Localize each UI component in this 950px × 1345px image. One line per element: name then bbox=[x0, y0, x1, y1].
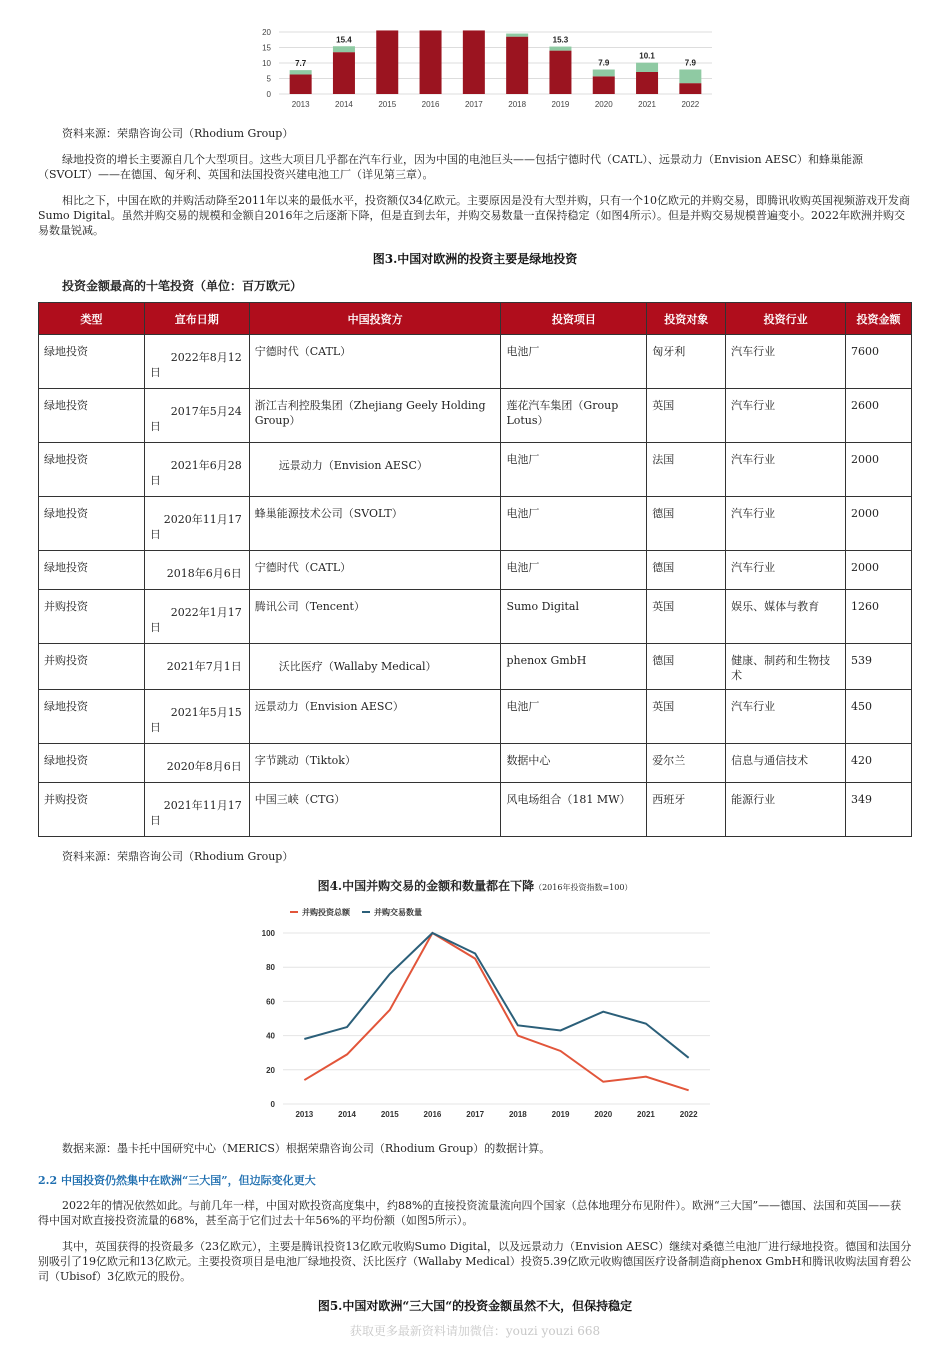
header-country: 投资对象 bbox=[647, 303, 726, 335]
paragraph-2: 相比之下，中国在欧的并购活动降至2011年以来的最低水平，投资额仅34亿欧元。主要原因是没有大型并购，只有一个10亿欧元的并购交易，即腾讯收购英国视频游戏开发商Sumo Digital。虽然并购交易的规模和金额自2016年之后逐渐下降，但是直到去年，并购交易数量一直保持稳定（如图4所示）。但是并购交易规模普遍变小。2022年欧洲并购交易数量锐减。 bbox=[38, 194, 910, 237]
cell-country: 西班牙 bbox=[647, 783, 726, 837]
bar-ma bbox=[290, 70, 312, 74]
bar-value-label: 15.4 bbox=[336, 35, 352, 45]
x-tick-label: 2020 bbox=[594, 1110, 613, 1119]
cell-date: 2021年6月28 日 bbox=[144, 443, 249, 497]
cell-investor: 浙江吉利控股集团（Zhejiang Geely Holding Group） bbox=[249, 389, 501, 443]
paragraph-4: 其中，英国获得的投资最多（23亿欧元），主要是腾讯投资13亿欧元收购Sumo Digital，以及远景动力（Envision AESC）继续对桑德兰电池厂进行绿地投资。德国和法国分别吸引了19亿欧元和13亿欧元。主要投资项目是电池厂绿地投资、沃比医疗（Wallaby Medical）投资5.39亿欧元收购德国医疗设备制造商phenox GmbH和腾讯收购法国育碧公司（Ubisof）3亿欧元的股份。 bbox=[38, 1240, 912, 1283]
cell-amount: 2000 bbox=[846, 443, 912, 497]
header-date: 宣布日期 bbox=[144, 303, 249, 335]
y-tick-label: 20 bbox=[266, 1065, 275, 1075]
cell-amount: 539 bbox=[846, 644, 912, 690]
header-project: 投资项目 bbox=[501, 303, 647, 335]
bar-ma bbox=[506, 34, 528, 37]
header-amount: 投资金额 bbox=[846, 303, 912, 335]
x-tick-label: 2018 bbox=[508, 1110, 527, 1119]
x-tick-label: 2022 bbox=[681, 100, 700, 109]
cell-project: 电池厂 bbox=[501, 690, 647, 744]
x-tick-label: 2021 bbox=[638, 100, 656, 109]
y-tick-label: 15 bbox=[262, 43, 271, 53]
investment-table bbox=[38, 302, 912, 837]
cell-date: 2018年6月6日 bbox=[144, 551, 249, 590]
cell-amount: 7600 bbox=[846, 335, 912, 389]
cell-project: 数据中心 bbox=[501, 744, 647, 783]
cell-date: 2020年8月6日 bbox=[144, 744, 249, 783]
x-tick-label: 2015 bbox=[378, 100, 397, 109]
cell-amount: 2000 bbox=[846, 551, 912, 590]
cell-industry: 能源行业 bbox=[726, 783, 846, 837]
source-note-2: 资料来源：荣鼎咨询公司（Rhodium Group） bbox=[62, 850, 294, 863]
bar-ma bbox=[549, 47, 571, 51]
legend-label: 并购投资总额 bbox=[302, 908, 350, 917]
source-note-1: 资料来源：荣鼎咨询公司（Rhodium Group） bbox=[62, 127, 294, 140]
cell-country: 英国 bbox=[647, 389, 726, 443]
bar-chart bbox=[250, 22, 720, 112]
cell-investor: 蜂巢能源技术公司（SVOLT） bbox=[249, 497, 501, 551]
table-row bbox=[39, 644, 912, 690]
y-tick-label: 60 bbox=[266, 997, 275, 1007]
footer-watermark: 获取更多最新资料请加微信：youzi youzi 668 bbox=[349, 1324, 601, 1338]
table-row bbox=[39, 590, 912, 644]
cell-type: 并购投资 bbox=[39, 590, 145, 644]
cell-country: 爱尔兰 bbox=[647, 744, 726, 783]
cell-industry: 信息与通信技术 bbox=[726, 744, 846, 783]
table-header-row bbox=[39, 303, 912, 335]
cell-industry: 娱乐、媒体与教育 bbox=[726, 590, 846, 644]
cell-project: 莲花汽车集团（Group Lotus） bbox=[501, 389, 647, 443]
section-heading: 2.2 中国投资仍然集中在欧洲“三大国”，但边际变化更大 bbox=[38, 1174, 316, 1187]
figure5-title: 图5.中国对欧洲“三大国“的投资金额虽然不大，但保持稳定 bbox=[317, 1299, 633, 1313]
bar-ma bbox=[593, 70, 615, 77]
cell-type: 并购投资 bbox=[39, 783, 145, 837]
cell-project: 电池厂 bbox=[501, 551, 647, 590]
x-tick-label: 2014 bbox=[338, 1110, 356, 1119]
legend-label: 并购交易数量 bbox=[374, 908, 422, 917]
cell-industry: 汽车行业 bbox=[726, 551, 846, 590]
figure4-title: 图4.中国并购交易的金额和数量都在下降 bbox=[317, 879, 535, 893]
cell-date: 2021年11月17 日 bbox=[144, 783, 249, 837]
cell-country: 英国 bbox=[647, 690, 726, 744]
y-tick-label: 0 bbox=[270, 1100, 275, 1109]
paragraph-3: 2022年的情况依然如此。与前几年一样，中国对欧投资高度集中，约88%的直接投资流量流向四个国家（总体地理分布见附件）。欧洲“三大国”——德国、法国和英国——获得中国对欧直接投资流量的68%，甚至高于它们过去十年56%的平均份额（如图5所示）。 bbox=[38, 1199, 902, 1227]
cell-project: 电池厂 bbox=[501, 335, 647, 389]
x-tick-label: 2020 bbox=[594, 100, 613, 109]
cell-amount: 2000 bbox=[846, 497, 912, 551]
cell-type: 绿地投资 bbox=[39, 744, 145, 783]
header-type: 类型 bbox=[39, 303, 145, 335]
y-tick-label: 20 bbox=[262, 28, 271, 37]
bar-value-label: 7.9 bbox=[684, 58, 696, 68]
paragraph-1: 绿地投资的增长主要源自几个大型项目。这些大项目几乎都在汽车行业，因为中国的电池巨头——包括宁德时代（CATL）、远景动力（Envision AESC）和蜂巢能源（SVOLT）——在德国、匈牙利、英国和法国投资兴建电池工厂（详见第三章）。 bbox=[38, 153, 864, 181]
bar-greenfield bbox=[679, 83, 701, 94]
cell-type: 绿地投资 bbox=[39, 389, 145, 443]
cell-investor: 宁德时代（CATL） bbox=[249, 551, 501, 590]
cell-date: 2022年1月17 日 bbox=[144, 590, 249, 644]
x-tick-label: 2018 bbox=[508, 100, 527, 109]
cell-date: 2022年8月12 日 bbox=[144, 335, 249, 389]
table-row bbox=[39, 497, 912, 551]
bar-greenfield bbox=[420, 30, 442, 94]
x-tick-label: 2016 bbox=[423, 1110, 442, 1119]
figure3-title: 图3.中国对欧洲的投资主要是绿地投资 bbox=[372, 252, 578, 266]
table-row bbox=[39, 551, 912, 590]
cell-type: 绿地投资 bbox=[39, 443, 145, 497]
cell-project: Sumo Digital bbox=[501, 590, 647, 644]
bar-greenfield bbox=[636, 72, 658, 94]
y-tick-label: 0 bbox=[266, 90, 271, 99]
cell-project: 电池厂 bbox=[501, 443, 647, 497]
cell-country: 英国 bbox=[647, 590, 726, 644]
cell-country: 德国 bbox=[647, 497, 726, 551]
bar-greenfield bbox=[376, 30, 398, 94]
bar-greenfield bbox=[593, 76, 615, 94]
cell-date: 2021年5月15 日 bbox=[144, 690, 249, 744]
table-row bbox=[39, 690, 912, 744]
figure4-caption bbox=[0, 875, 950, 894]
cell-country: 法国 bbox=[647, 443, 726, 497]
bar-greenfield bbox=[463, 30, 485, 94]
y-tick-label: 10 bbox=[262, 59, 271, 68]
x-tick-label: 2015 bbox=[380, 1110, 399, 1119]
cell-country: 德国 bbox=[647, 551, 726, 590]
cell-investor: 宁德时代（CATL） bbox=[249, 335, 501, 389]
bar-greenfield bbox=[549, 51, 571, 94]
series-line-ma-value bbox=[304, 933, 688, 1090]
table-row bbox=[39, 389, 912, 443]
cell-type: 并购投资 bbox=[39, 644, 145, 690]
bar-value-label: 7.7 bbox=[295, 59, 307, 69]
bar-value-label: 10.1 bbox=[639, 51, 655, 61]
cell-industry: 汽车行业 bbox=[726, 690, 846, 744]
cell-investor: 远景动力（Envision AESC） bbox=[249, 690, 501, 744]
table-row bbox=[39, 783, 912, 837]
x-tick-label: 2019 bbox=[551, 100, 570, 109]
x-tick-label: 2014 bbox=[335, 100, 353, 109]
cell-investor: 中国三峡（CTG） bbox=[249, 783, 501, 837]
x-tick-label: 2021 bbox=[637, 1110, 655, 1119]
table-title: 投资金额最高的十笔投资（单位：百万欧元） bbox=[62, 279, 303, 293]
bar-ma bbox=[679, 70, 701, 84]
cell-investor: 腾讯公司（Tencent） bbox=[249, 590, 501, 644]
cell-amount: 1260 bbox=[846, 590, 912, 644]
cell-amount: 349 bbox=[846, 783, 912, 837]
cell-date: 2021年7月1日 bbox=[144, 644, 249, 690]
cell-amount: 450 bbox=[846, 690, 912, 744]
cell-industry: 健康、制药和生物技术 bbox=[726, 644, 846, 690]
cell-type: 绿地投资 bbox=[39, 497, 145, 551]
cell-project: 风电场组合（181 MW） bbox=[501, 783, 647, 837]
y-tick-label: 5 bbox=[266, 74, 271, 84]
table-row bbox=[39, 335, 912, 389]
header-industry: 投资行业 bbox=[726, 303, 846, 335]
line-chart bbox=[250, 898, 720, 1128]
bar-greenfield bbox=[506, 37, 528, 94]
x-tick-label: 2013 bbox=[295, 1110, 314, 1119]
cell-industry: 汽车行业 bbox=[726, 389, 846, 443]
figure4-subtitle: （2016年投资指数=100） bbox=[534, 883, 633, 892]
y-tick-label: 40 bbox=[266, 1031, 275, 1041]
cell-project: phenox GmbH bbox=[501, 644, 647, 690]
x-tick-label: 2016 bbox=[421, 100, 440, 109]
bar-ma bbox=[636, 63, 658, 72]
header-investor: 中国投资方 bbox=[249, 303, 501, 335]
cell-project: 电池厂 bbox=[501, 497, 647, 551]
cell-date: 2020年11月17 日 bbox=[144, 497, 249, 551]
x-tick-label: 2017 bbox=[464, 100, 483, 109]
cell-investor: 沃比医疗（Wallaby Medical） bbox=[249, 644, 501, 690]
bar-value-label: 15.3 bbox=[552, 35, 569, 45]
cell-country: 德国 bbox=[647, 644, 726, 690]
cell-industry: 汽车行业 bbox=[726, 497, 846, 551]
bar-value-label: 7.9 bbox=[598, 58, 610, 68]
x-tick-label: 2019 bbox=[551, 1110, 570, 1119]
bar-greenfield bbox=[333, 52, 355, 94]
x-tick-label: 2017 bbox=[466, 1110, 485, 1119]
cell-type: 绿地投资 bbox=[39, 335, 145, 389]
table-row bbox=[39, 443, 912, 497]
cell-investor: 远景动力（Envision AESC） bbox=[249, 443, 501, 497]
cell-investor: 字节跳动（Tiktok） bbox=[249, 744, 501, 783]
cell-industry: 汽车行业 bbox=[726, 443, 846, 497]
source-note-3: 数据来源：墨卡托中国研究中心（MERICS）根据荣鼎咨询公司（Rhodium Group）的数据计算。 bbox=[62, 1142, 551, 1155]
cell-amount: 2600 bbox=[846, 389, 912, 443]
x-tick-label: 2013 bbox=[291, 100, 310, 109]
cell-industry: 汽车行业 bbox=[726, 335, 846, 389]
cell-type: 绿地投资 bbox=[39, 690, 145, 744]
bar-ma bbox=[333, 46, 355, 52]
x-tick-label: 2022 bbox=[679, 1110, 698, 1119]
table-row bbox=[39, 744, 912, 783]
bar-greenfield bbox=[290, 74, 312, 94]
y-tick-label: 100 bbox=[261, 929, 275, 938]
cell-country: 匈牙利 bbox=[647, 335, 726, 389]
cell-date: 2017年5月24 日 bbox=[144, 389, 249, 443]
cell-amount: 420 bbox=[846, 744, 912, 783]
cell-type: 绿地投资 bbox=[39, 551, 145, 590]
y-tick-label: 80 bbox=[266, 963, 275, 973]
